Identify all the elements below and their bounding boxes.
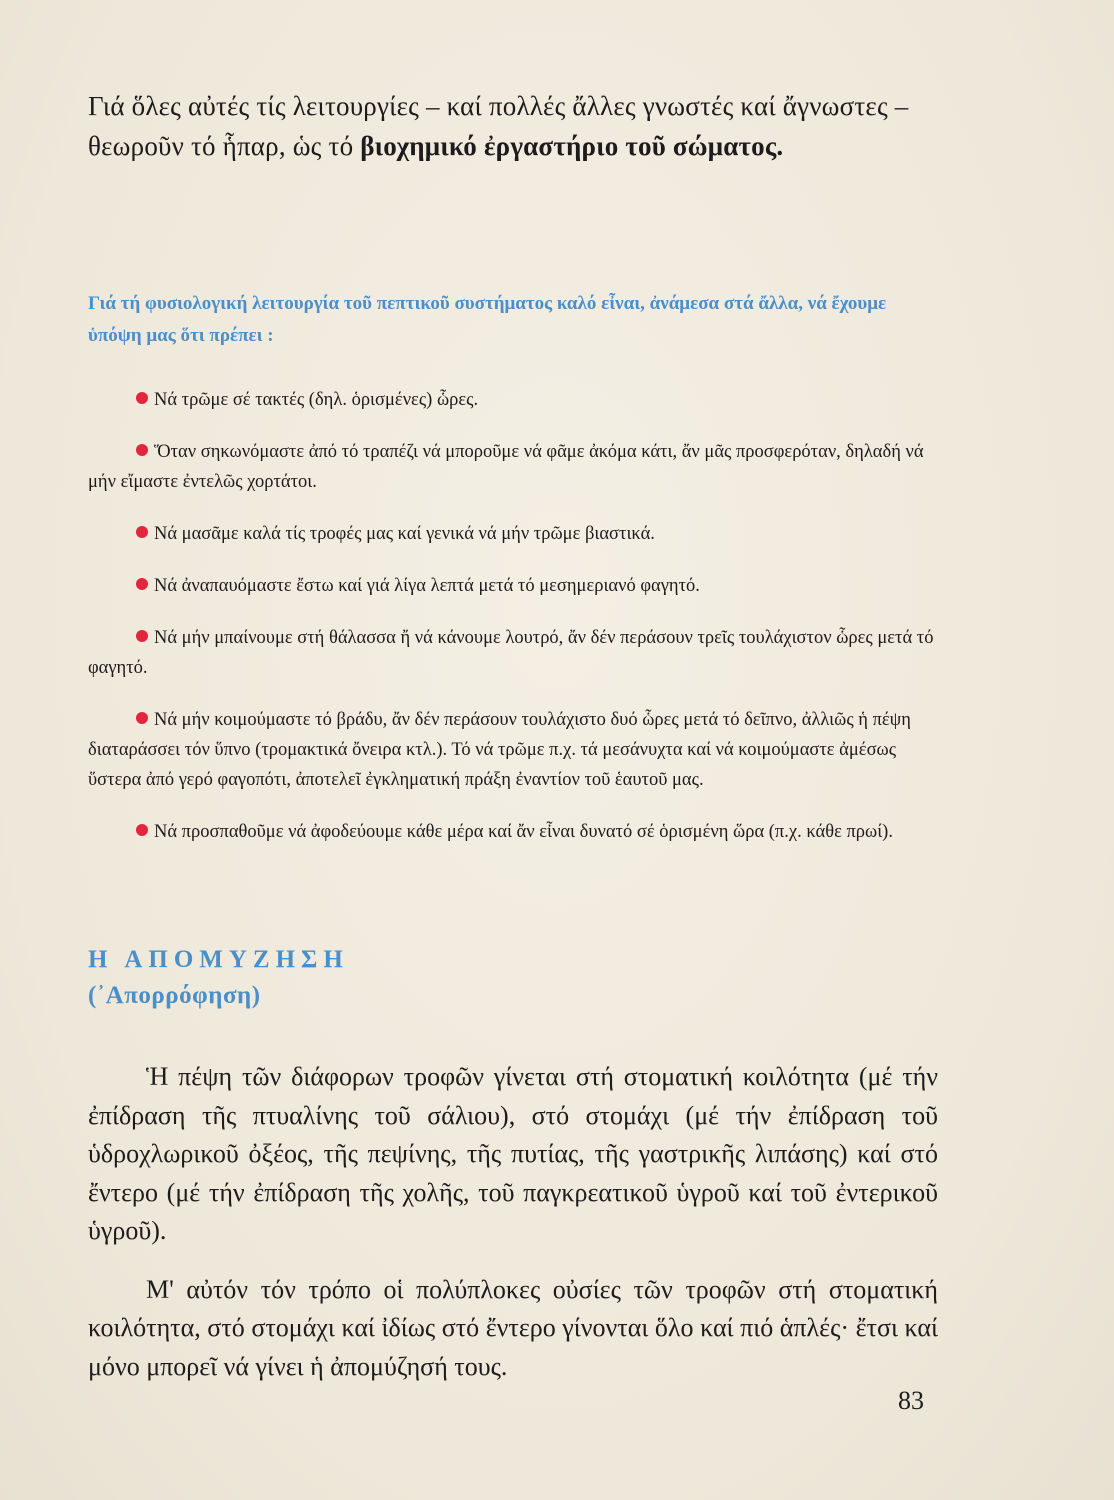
advice-intro: Γιά τή φυσιολογική λειτουργία τοῦ πεπτικοῦ συστήματος καλό εἶναι, ἀνάμεσα στά ἄλλα, νά ἔχουμε ὑπόψη μας ὅτι πρέπει : bbox=[88, 293, 887, 346]
intro-text: Γιά ὅλες αὐτές τίς λειτουργίες – καί πολλές ἄλλες γνωστές καί ἄγνωστες – θεωροῦν τό ἧπαρ, ὡς τό bbox=[88, 91, 909, 161]
bullet-icon bbox=[136, 526, 148, 538]
rule-item bbox=[88, 571, 936, 601]
bullet-icon bbox=[136, 444, 148, 456]
bullet-icon bbox=[136, 578, 148, 590]
section-subtitle: (᾿Απορρόφηση) bbox=[88, 982, 261, 1009]
body-paragraph: Μ' αὐτόν τόν τρόπο οἱ πολύπλοκες οὐσίες τῶν τροφῶν στή στοματική κοιλότητα, στό στομάχι καί ἰδίως στό ἔντερο γίνονται ὅλο καί πιό ἁπλές· ἔτσι καί μόνο μπορεῖ νά γίνει ἡ ἀπομύζησή τους. bbox=[88, 1274, 938, 1381]
intro-paragraph bbox=[88, 86, 938, 166]
rule-item bbox=[88, 705, 936, 795]
rule-item bbox=[88, 519, 936, 549]
rules-list bbox=[88, 385, 936, 869]
bullet-icon bbox=[136, 630, 148, 642]
rule-text: Νά μήν μπαίνουμε στή θάλασσα ἤ νά κάνουμε λουτρό, ἄν δέν περάσουν τρεῖς τουλάχιστον ὧρες μετά τό φαγητό. bbox=[88, 628, 934, 678]
rule-text: Ὅταν σηκωνόμαστε ἀπό τό τραπέζι νά μποροῦμε νά φᾶμε ἀκόμα κάτι, ἄν μᾶς προσφερόταν, δηλαδή νά μήν εἴμαστε ἐντελῶς χορτάτοι. bbox=[88, 442, 924, 492]
bullet-icon bbox=[136, 712, 148, 724]
rule-text: Νά μασᾶμε καλά τίς τροφές μας καί γενικά νά μήν τρῶμε βιαστικά. bbox=[154, 524, 655, 544]
rule-text: Νά προσπαθοῦμε νά ἀφοδεύουμε κάθε μέρα καί ἄν εἶναι δυνατό σέ ὁρισμένη ὥρα (π.χ. κάθε πρωί). bbox=[154, 822, 893, 842]
rule-item bbox=[88, 437, 936, 497]
rule-text: Νά ἀναπαυόμαστε ἔστω καί γιά λίγα λεπτά μετά τό μεσημεριανό φαγητό. bbox=[154, 576, 700, 596]
intro-bold-text: βιοχημικό ἐργαστήριο τοῦ σώματος. bbox=[360, 131, 784, 161]
rule-item bbox=[88, 623, 936, 683]
section-title: Η ΑΠΟΜΥΖΗΣΗ bbox=[88, 946, 349, 973]
page-number: 83 bbox=[898, 1386, 924, 1415]
bullet-icon bbox=[136, 824, 148, 836]
rule-item bbox=[88, 817, 936, 847]
rule-text: Νά μήν κοιμούμαστε τό βράδυ, ἄν δέν περάσουν τουλάχιστο δυό ὧρες μετά τό δεῖπνο, ἀλλιῶς ἡ πέψη διαταράσσει τόν ὕπνο (τρομακτικά ὄνειρα κτλ.). Τό νά τρῶμε π.χ. τά μεσάνυχτα καί νά κοιμούμαστε ἀμέσως ὕστερα ἀπό γερό φαγοπότι, ἀποτελεῖ ἐγκληματική πράξη ἐναντίον τοῦ ἑαυτοῦ μας. bbox=[88, 710, 911, 790]
body-paragraph: Ἡ πέψη τῶν διάφορων τροφῶν γίνεται στή στοματική κοιλότητα (μέ τήν ἐπίδραση τῆς πτυαλίνης τοῦ σάλιου), στό στομάχι (μέ τήν ἐπίδραση τοῦ ὑδροχλωρικοῦ ὀξέος, τῆς πεψίνης, τῆς πυτίας, τῆς γαστρικῆς λιπάσης) καί στό ἔντερο (μέ τήν ἐπίδραση τῆς χολῆς, τοῦ παγκρεατικοῦ ὑγροῦ καί τοῦ ἐντερικοῦ ὑγροῦ). bbox=[88, 1062, 938, 1245]
bullet-icon bbox=[136, 392, 148, 404]
rule-text: Νά τρῶμε σέ τακτές (δηλ. ὁρισμένες) ὧρες. bbox=[154, 390, 479, 410]
body-text bbox=[88, 1058, 938, 1406]
rule-item bbox=[88, 385, 936, 415]
